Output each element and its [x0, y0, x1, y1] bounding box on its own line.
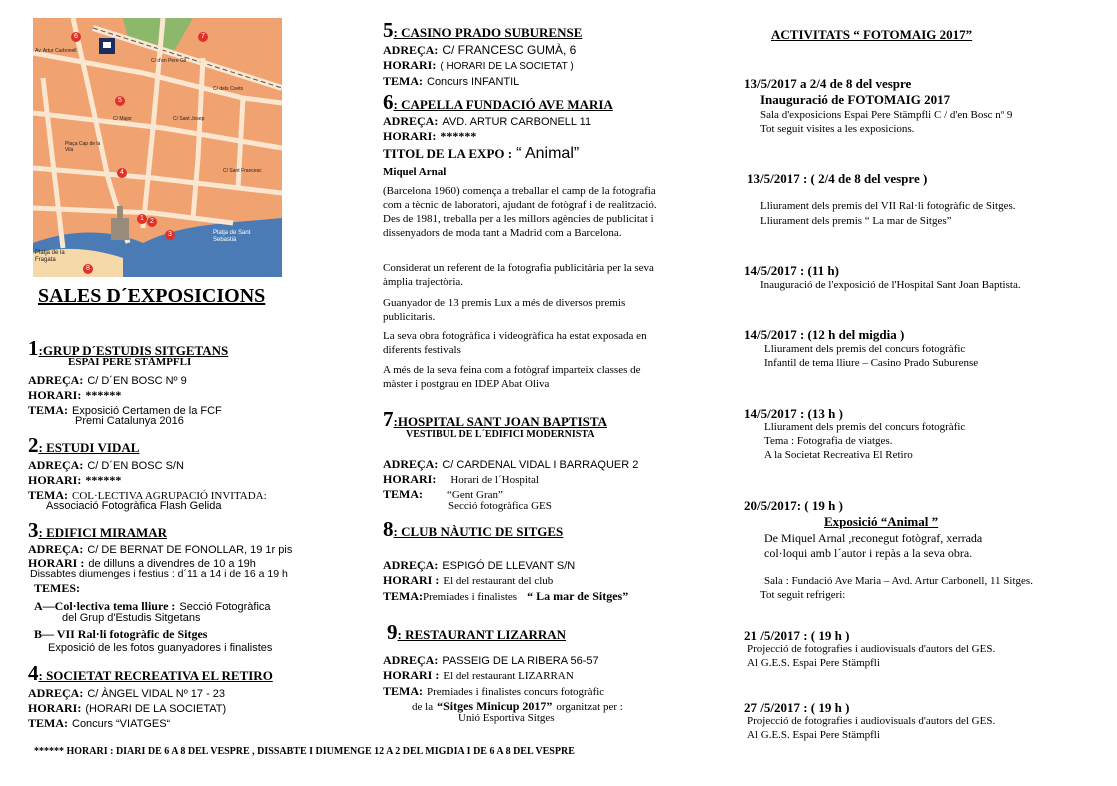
theme-value: Exposició Certamen de la FCF: [72, 405, 222, 417]
theme-value: organitzat per :: [556, 701, 623, 713]
section-number: 7: [383, 407, 394, 431]
expo-author: Miquel Arnal: [383, 166, 447, 178]
hours-label: HORARI :: [383, 668, 440, 682]
section-title: : CASINO PRADO SUBURENSE: [393, 25, 583, 40]
hours-label: HORARI:: [383, 129, 437, 143]
theme-value: de la: [412, 701, 434, 713]
theme-label: TEMA:: [28, 403, 68, 417]
theme-a-value: del Grup d'Estudis Sitgetans: [62, 612, 201, 624]
activity-line: Inauguració de l'exposició de l'Hospital Sant Joan Baptista.: [760, 279, 1021, 291]
address-value: PASSEIG DE LA RIBERA 56-57: [442, 655, 599, 667]
theme-value: Premiades i finalistes: [423, 591, 518, 603]
theme-value: Concurs “VIATGES“: [72, 718, 171, 730]
address-value: ESPIGÓ DE LLEVANT S/N: [442, 560, 576, 572]
activity-line: Al G.E.S. Espai Pere Stämpfli: [747, 657, 880, 669]
activity-line: Projecció de fotografies i audiovisuals d'autors del GES.: [747, 715, 996, 727]
section-number: 3: [28, 518, 39, 542]
location-map: [33, 18, 282, 277]
address-label: ADREÇA:: [383, 558, 439, 572]
section-title: :GRUP D´ESTUDIS SITGETANS: [38, 343, 229, 358]
section-9-header: [387, 620, 566, 645]
activity-line: Sala d'exposicions Espai Pere Stämpfli C / d'en Bosc nº 9: [760, 109, 1013, 121]
theme-value: Unió Esportiva Sitges: [458, 712, 555, 724]
hours-label: HORARI:: [383, 58, 437, 72]
address-value: C/ FRANCESC GUMÀ, 6: [442, 43, 577, 57]
address-label: ADREÇA:: [28, 542, 84, 556]
map-marker: 3: [165, 230, 175, 240]
theme-b-value: Exposició de les fotos guanyadores i finalistes: [48, 642, 273, 654]
hours-value: ******: [85, 473, 122, 487]
theme-row: [383, 587, 628, 605]
address-label: ADREÇA:: [28, 686, 84, 700]
theme-a-label: A—Col·lectiva tema lliure :: [34, 599, 176, 613]
map-street-label: C/ Sant Josep: [173, 116, 205, 122]
hours-label: HORARI:: [28, 701, 82, 715]
theme-value: Secció fotogràfica GES: [448, 500, 552, 512]
hours-label: HORARI :: [383, 573, 440, 587]
activity-line: Lliurament dels premis “ La mar de Sitges”: [760, 215, 952, 227]
activity-line: col·loqui amb l´autor i repàs a la seva obra.: [764, 546, 973, 560]
author-bio: A més de la seva feina com a fotògraf imparteix classes de màster i postgrau en IDEP Abat Oliva: [383, 364, 641, 390]
activity-date: 13/5/2017 a 2/4 de 8 del vespre: [744, 76, 912, 91]
hours-label: HORARI :: [28, 556, 85, 570]
activity-date: 21 /5/2017 : ( 19 h ): [744, 628, 850, 643]
hours-value: (HORARI DE LA SOCIETAT): [85, 703, 227, 715]
activity-line: Infantil de tema lliure – Casino Prado Suburense: [764, 357, 979, 369]
author-bio: Guanyador de 13 premis Lux a més de diversos premis publicitaris.: [383, 297, 626, 323]
theme-label: TEMA:: [28, 716, 68, 730]
activity-line: Tema : Fotografia de viatges.: [764, 435, 893, 447]
expo-title-row: [383, 145, 579, 163]
theme-value: Premi Catalunya 2016: [75, 415, 184, 427]
themes-label: TEMES:: [34, 581, 81, 595]
activity-line: Lliurament dels premis del concurs fotogràfic: [764, 421, 966, 433]
hours-row: [383, 127, 476, 145]
address-label: ADREÇA:: [28, 373, 84, 387]
theme-value: Premiades i finalistes concurs fotogràfic: [427, 686, 605, 698]
section-5-header: [383, 18, 582, 43]
sales-title: SALES D´EXPOSICIONS: [38, 285, 266, 307]
activity-date: 14/5/2017 : (12 h del migdia ): [744, 327, 905, 342]
map-beach-label: Platja de Sant Sebastià: [213, 230, 251, 243]
hours-value: ******: [440, 129, 477, 143]
theme-value-bold: “Sitges Minicup 2017”: [437, 699, 553, 713]
map-street-label: C/ Major: [113, 116, 132, 122]
hours-label: HORARI:: [383, 472, 437, 486]
section-number: 2: [28, 433, 39, 457]
map-marker: 4: [117, 168, 127, 178]
address-value: AVD. ARTUR CARBONELL 11: [442, 116, 592, 128]
hours-value: ( HORARI DE LA SOCIETAT ): [440, 61, 574, 72]
address-label: ADREÇA:: [383, 43, 439, 57]
activity-line: Sala : Fundació Ave Maria – Avd. Artur Carbonell, 11 Sitges.: [764, 575, 1033, 587]
activity-date: 14/5/2017 : (11 h): [744, 263, 839, 278]
hours-value: Dissabtes diumenges i festius : d´11 a 14 i de 16 a 19 h: [30, 568, 288, 580]
theme-label: TEMA:: [383, 74, 423, 88]
activity-line: Tot seguit visites a les exposicions.: [760, 123, 915, 135]
theme-label: TEMA:: [383, 684, 423, 698]
section-title: : SOCIETAT RECREATIVA EL RETIRO: [38, 668, 273, 683]
activity-date: 13/5/2017 : ( 2/4 de 8 del vespre ): [747, 171, 928, 186]
section-number: 1: [28, 336, 39, 360]
section-number: 4: [28, 661, 39, 685]
hours-label: HORARI:: [28, 388, 82, 402]
hours-value: de dilluns a divendres de 10 a 19h: [88, 558, 256, 570]
theme-value: COL·LECTIVA AGRUPACIÓ INVITADA:: [72, 490, 267, 502]
address-label: ADREÇA:: [28, 458, 84, 472]
theme-value: Associació Fotogràfica Flash Gelida: [46, 500, 222, 512]
hours-value: El del restaurant LIZARRAN: [443, 670, 574, 682]
section-title: : CAPELLA FUNDACIÓ AVE MARIA: [393, 97, 613, 112]
theme-value-bold: “ La mar de Sitges”: [527, 589, 629, 603]
theme-row: [28, 714, 170, 732]
hours-value: El del restaurant del club: [443, 575, 554, 587]
map-street-label: C/ dels Coets: [213, 86, 244, 92]
map-street-label: Plaça Cap de la Vila: [65, 141, 101, 153]
author-bio: La seva obra fotogràfica i videogràfica ha estat exposada en diferents festivals: [383, 330, 647, 356]
activity-line: Tot seguit refrigeri:: [760, 589, 846, 601]
address-label: ADREÇA:: [383, 653, 439, 667]
address-value: C/ D´EN BOSC S/N: [87, 460, 184, 472]
activity-line: Al G.E.S. Espai Pere Stämpfli: [747, 729, 880, 741]
section-title: : CLUB NÀUTIC DE SITGES: [393, 524, 564, 539]
map-marker: 5: [115, 96, 125, 106]
theme-row: [383, 72, 519, 90]
hours-label: HORARI:: [28, 473, 82, 487]
theme-label: TEMA:: [28, 488, 68, 502]
theme-label: TEMA:: [383, 487, 423, 501]
activity-line: Projecció de fotografies i audiovisuals d'autors del GES.: [747, 643, 996, 655]
footer-hours: ****** HORARI : DIARI DE 6 A 8 DEL VESPRE , DISSABTE I DIUMENGE 12 A 2 DEL MIGDIA I DE 6 A 8 DEL VESPRE: [34, 746, 575, 757]
activity-date: 20/5/2017: ( 19 h ): [744, 498, 843, 513]
map-marker: 1: [137, 214, 147, 224]
address-value: C/ ÀNGEL VIDAL Nº 17 - 23: [87, 688, 226, 700]
activity-line: Lliurament dels premis del concurs fotogràfic: [764, 343, 966, 355]
section-title: : ESTUDI VIDAL: [38, 440, 140, 455]
section-number: 9: [387, 620, 398, 644]
expo-title-label: TITOL DE LA EXPO :: [383, 146, 513, 161]
theme-b-label: B— VII Ral·li fotogràfic de Sitges: [34, 627, 208, 641]
address-value: C/ D´EN BOSC Nº 9: [87, 375, 187, 387]
theme-value: “Gent Gran”: [447, 489, 503, 501]
section-subtitle: ESPAI PERE STÄMPFLI: [68, 356, 192, 368]
map-marker: 2: [147, 217, 157, 227]
section-2-header: [28, 433, 139, 458]
activity-line: A la Societat Recreativa El Retiro: [764, 449, 913, 461]
map-marker: 8: [83, 264, 93, 274]
section-title: : EDIFICI MIRAMAR: [38, 525, 168, 540]
map-marker: 7: [198, 32, 208, 42]
author-bio: Considerat un referent de la fotografia publicitària per la seva àmplia trajectòria.: [383, 262, 654, 288]
activities-title: ACTIVITATS “ FOTOMAIG 2017”: [771, 27, 973, 42]
address-value: C/ CARDENAL VIDAL I BARRAQUER 2: [442, 459, 639, 471]
activity-line: De Miquel Arnal ,reconegut fotògraf, xerrada: [764, 531, 983, 545]
address-value: C/ DE BERNAT DE FONOLLAR, 19 1r pis: [87, 544, 293, 556]
theme-value: Concurs INFANTIL: [427, 76, 520, 88]
section-subtitle: VESTIBUL DE L´EDIFICI MODERNISTA: [406, 429, 595, 440]
activity-date: 14/5/2017 : (13 h ): [744, 406, 843, 421]
map-beach-label: Platja de la Fragata: [35, 250, 65, 263]
address-label: ADREÇA:: [383, 114, 439, 128]
map-street-label: C/ Sant Francesc: [223, 168, 262, 174]
map-street-label: Av. Artur Carbonell: [35, 48, 77, 54]
hours-value: ******: [85, 388, 122, 402]
expo-title-value: “ Animal”: [516, 145, 580, 162]
section-number: 5: [383, 18, 394, 42]
author-bio: (Barcelona 1960) comença a treballar el camp de la fotografia com a tècnic de laboratori, ajudant de fotògraf i de realització. Des de 1981, treballa per a les millors agències de publicitat i dissenyadors de moda tant a Madrid com a Barcelona.: [383, 185, 657, 239]
theme-label: TEMA:: [383, 589, 423, 603]
activity-date: 27 /5/2017 : ( 19 h ): [744, 700, 850, 715]
section-title: :HOSPITAL SANT JOAN BAPTISTA: [393, 414, 607, 429]
activity-title: Exposició “Animal ”: [824, 514, 939, 529]
section-number: 6: [383, 90, 394, 114]
section-8-header: [383, 517, 563, 542]
map-street-label: C/ d'en Pere Gil: [151, 58, 187, 64]
activity-line: Lliurament dels premis del VII Ral·li fotogràfic de Sitges.: [760, 200, 1016, 212]
theme-a-value: Secció Fotogràfica: [179, 601, 271, 613]
hours-value: Horari de l´Hospital: [450, 474, 539, 486]
section-number: 8: [383, 517, 394, 541]
address-label: ADREÇA:: [383, 457, 439, 471]
section-title: : RESTAURANT LIZARRAN: [397, 627, 567, 642]
activity-title: Inauguració de FOTOMAIG 2017: [760, 92, 951, 107]
section-4-header: [28, 661, 273, 686]
map-marker: 6: [71, 32, 81, 42]
